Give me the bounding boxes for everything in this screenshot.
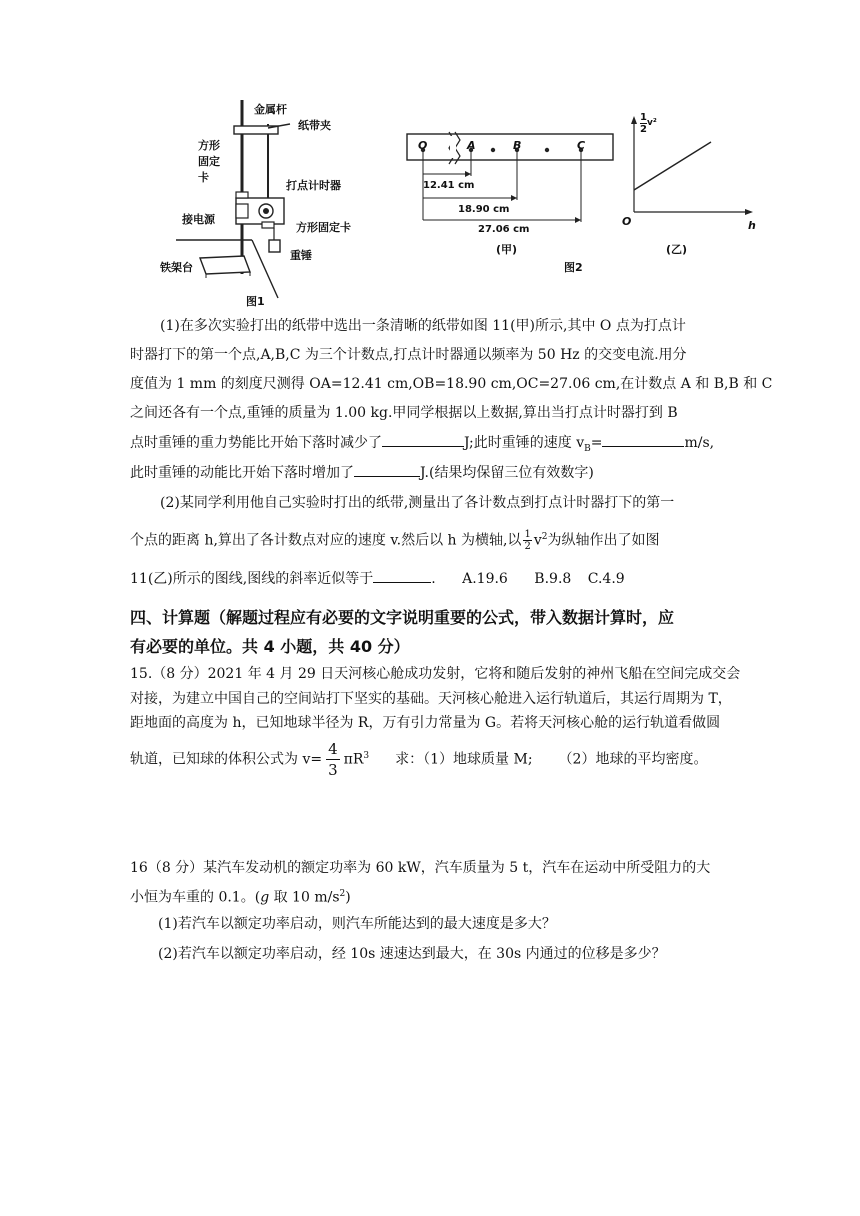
q14-line6-b: J.(结果均保留三位有效数字): [420, 465, 594, 481]
label-weight: 重锤: [290, 249, 312, 262]
q14-p2-line2-b: v: [533, 532, 542, 549]
q14-p2-line2-a: 个点的距离 h,算出了各计数点对应的速度 v.然后以 h 为横轴,以: [130, 532, 522, 549]
label-stand: 铁架台: [160, 261, 193, 274]
answer-blank-velocity[interactable]: [602, 432, 684, 447]
figure-2b-caption: (乙): [666, 243, 688, 256]
measure-oa: 12.41 cm: [423, 180, 475, 191]
tape-dot-mid2: [545, 148, 549, 152]
q14-line5-c: =: [590, 435, 603, 451]
label-square-clamp-left: 方形固定卡: [198, 139, 220, 184]
label-metal-rod: 金属杆: [254, 103, 287, 116]
q14-p1-line4: 之间还各有一个点,重锤的质量为 1.00 kg.甲同学根据以上数据,算出当打点计时器打到 B: [130, 405, 678, 421]
answer-blank-slope[interactable]: [373, 568, 431, 583]
q16-sub1: (1)若汽车以额定功率启动，则汽车所能达到的最大速度是多大？: [158, 916, 556, 932]
q14-frac-num: 1: [524, 529, 531, 541]
q14-p1-line1: (1)在多次实验打出的纸带中选出一条清晰的纸带如图 11(甲)所示,其中 O 点为打点计: [160, 318, 686, 334]
q14-line5-d: m/s,: [684, 435, 715, 451]
graph-y-frac-num: 1: [640, 112, 647, 123]
label-power: 接电源: [182, 213, 215, 226]
q16-line2-g: g: [260, 889, 270, 906]
q14-p2-line2-c: 为纵轴作出了如图: [547, 532, 660, 549]
label-square-clamp-right: 方形固定卡: [296, 221, 351, 234]
q14-p2-line1: (2)某同学利用他自己实验时打出的纸带,测量出了各计数点到打点计时器打下的第一: [160, 495, 675, 511]
graph-y-var: v²: [646, 118, 657, 128]
graph-origin: O: [622, 215, 632, 228]
q15-line4-c: 求：（1）地球质量 M;: [395, 751, 533, 768]
q16-line2: [130, 884, 351, 908]
q14-line5-sub: B: [584, 443, 591, 454]
q14-fraction: [523, 529, 531, 552]
q14-p2-line2: [130, 527, 659, 552]
tape-label-a: A: [467, 139, 476, 152]
q14-frac-den: 2: [524, 541, 531, 553]
q14-line5-b: J;此时重锤的速度 v: [464, 435, 585, 451]
graph-line: [634, 142, 711, 190]
q16-line2-b: 取 10 m/s: [269, 889, 340, 906]
option-c[interactable]: C.4.9: [587, 571, 625, 587]
answer-blank-potential-energy[interactable]: [382, 432, 464, 447]
q15-line4-sup: 3: [363, 751, 370, 761]
q14-p2-line3: [130, 568, 625, 589]
figure-1-caption: 图1: [246, 295, 265, 308]
label-tape-clip: 纸带夹: [298, 119, 331, 132]
q16-sub2: (2)若汽车以额定功率启动，经 10s 速速达到最大，在 30s 内通过的位移是多少？: [158, 946, 666, 962]
graph-x-label: h: [748, 219, 756, 232]
q14-p2-line2-sup: 2: [541, 532, 548, 542]
q14-p2-line3-b: .: [431, 571, 436, 587]
q15-fraction: [326, 739, 340, 780]
q14-p1-line3: 度值为 1 mm 的刻度尺测得 OA=12.41 cm,OB=18.90 cm,OC=27.06 cm,在计数点 A 和 B,B 和 C: [130, 376, 773, 392]
q14-p1-line5: [130, 432, 714, 459]
q16-line2-c: ): [345, 889, 351, 906]
tape-label-c: C: [577, 139, 586, 152]
q16-line1: 16（8 分）某汽车发动机的额定功率为 60 kW，汽车质量为 5 t，汽车在运动中所受阻力的大: [130, 860, 711, 876]
figure-2a-caption: (甲): [496, 243, 518, 256]
option-b[interactable]: B.9.8: [534, 571, 572, 587]
q15-line2: 对接，为建立中国自己的空间站打下坚实的基础。天河核心舱进入运行轨道后，其运行周期为 T，: [130, 691, 732, 707]
q15-frac-num: 4: [328, 740, 338, 759]
q16-line2-a: 小恒为车重的 0.1。(: [130, 889, 261, 906]
q14-p2-line3-a: 11(乙)所示的图线,图线的斜率近似等于: [130, 571, 374, 587]
q15-line1: 15.（8 分）2021 年 4 月 29 日天河核心舱成功发射，它将和随后发射的神州飞船在空间完成交会: [130, 666, 741, 682]
figure-1-apparatus: [150, 96, 300, 312]
option-a[interactable]: A.19.6: [462, 571, 508, 587]
figure-2-caption: 图2: [564, 261, 583, 274]
q15-line4-d: （2）地球的平均密度。: [558, 751, 708, 768]
section-4-title-line1: 四、计算题（解题过程应有必要的文字说明重要的公式，带入数据计算时，应: [130, 608, 675, 627]
q14-p1-line6: [130, 462, 594, 483]
section-4-title-line2: 有必要的单位。共 4 小题，共 40 分）: [130, 637, 410, 656]
tape-label-o: O: [418, 139, 428, 152]
graph-y-label: [640, 112, 657, 135]
measure-ob: 18.90 cm: [458, 204, 510, 215]
graph-y-frac-den: 2: [640, 124, 647, 135]
q15-line4-b: πR: [343, 751, 364, 768]
answer-blank-kinetic-energy[interactable]: [354, 462, 420, 477]
q15-line4: [130, 734, 707, 782]
q16-line2-sup: 2: [339, 889, 346, 899]
q14-line5-a: 点时重锤的重力势能比开始下落时减少了: [130, 435, 382, 451]
label-timer: 打点计时器: [286, 179, 341, 192]
measure-oc: 27.06 cm: [478, 224, 530, 235]
tape-label-b: B: [513, 139, 522, 152]
q15-frac-den: 3: [328, 761, 338, 780]
q14-line6-a: 此时重锤的动能比开始下落时增加了: [130, 465, 354, 481]
q15-line3: 距地面的高度为 h，已知地球半径为 R，万有引力常量为 G。若将天河核心舱的运行轨道看做圆: [130, 715, 721, 731]
tape-dot-mid1: [491, 148, 495, 152]
q15-line4-a: 轨道，已知球的体积公式为 v=: [130, 751, 323, 768]
q14-p1-line2: 时器打下的第一个点,A,B,C 为三个计数点,打点计时器通以频率为 50 Hz 的交变电流.用分: [130, 347, 687, 363]
